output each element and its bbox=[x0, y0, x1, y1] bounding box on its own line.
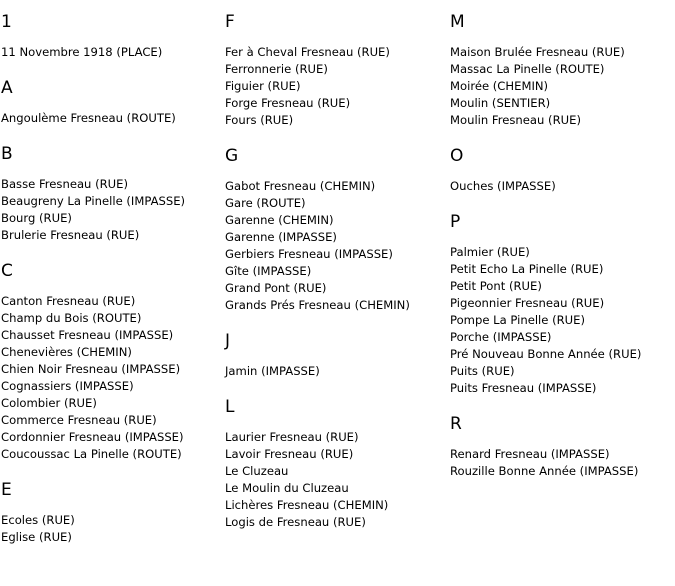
street-entry: Rouzille Bonne Année (IMPASSE) bbox=[450, 464, 639, 478]
street-entry: Pré Nouveau Bonne Année (RUE) bbox=[450, 347, 642, 361]
street-entry: Moulin (SENTIER) bbox=[450, 96, 551, 110]
letter-group bbox=[225, 146, 447, 314]
letter-group bbox=[1, 261, 223, 463]
letter-heading: P bbox=[450, 212, 461, 232]
letter-heading: M bbox=[450, 12, 465, 32]
letter-heading: J bbox=[225, 331, 231, 351]
street-entry: Ouches (IMPASSE) bbox=[450, 179, 556, 193]
street-entry: Champ du Bois (ROUTE) bbox=[1, 311, 142, 325]
street-entry: 11 Novembre 1918 (PLACE) bbox=[1, 45, 163, 59]
street-entry: Forge Fresneau (RUE) bbox=[225, 96, 351, 110]
street-entry: Fer à Cheval Fresneau (RUE) bbox=[225, 45, 390, 59]
street-entry: Gerbiers Fresneau (IMPASSE) bbox=[225, 247, 393, 261]
letter-heading: R bbox=[450, 414, 462, 434]
letter-group bbox=[1, 480, 223, 546]
street-entry: Chausset Fresneau (IMPASSE) bbox=[1, 328, 174, 342]
street-entry: Pompe La Pinelle (RUE) bbox=[450, 313, 586, 327]
street-entry: Petit Echo La Pinelle (RUE) bbox=[450, 262, 604, 276]
street-entry: Garenne (CHEMIN) bbox=[225, 213, 334, 227]
letter-heading: 1 bbox=[1, 12, 12, 32]
street-entry: Logis de Fresneau (RUE) bbox=[225, 515, 366, 529]
letter-heading: E bbox=[1, 480, 12, 500]
street-entry: Figuier (RUE) bbox=[225, 79, 301, 93]
street-entry: Canton Fresneau (RUE) bbox=[1, 294, 136, 308]
street-entry: Lavoir Fresneau (RUE) bbox=[225, 447, 354, 461]
street-entry: Lichères Fresneau (CHEMIN) bbox=[225, 498, 389, 512]
street-entry: Eglise (RUE) bbox=[1, 530, 72, 544]
street-entry: Cognassiers (IMPASSE) bbox=[1, 379, 134, 393]
street-entry: Grand Pont (RUE) bbox=[225, 281, 327, 295]
street-entry: Colombier (RUE) bbox=[1, 396, 97, 410]
street-index-column-1 bbox=[1, 12, 223, 563]
letter-group bbox=[1, 12, 223, 61]
street-entry: Petit Pont (RUE) bbox=[450, 279, 542, 293]
letter-heading: B bbox=[1, 144, 13, 164]
street-entry: Gare (ROUTE) bbox=[225, 196, 306, 210]
street-entry: Bourg (RUE) bbox=[1, 211, 72, 225]
letter-heading: C bbox=[1, 261, 13, 281]
street-entry: Le Cluzeau bbox=[225, 464, 289, 478]
letter-heading: L bbox=[225, 397, 235, 417]
street-entry: Ecoles (RUE) bbox=[1, 513, 75, 527]
street-entry: Moirée (CHEMIN) bbox=[450, 79, 549, 93]
letter-heading: O bbox=[450, 146, 464, 166]
street-entry: Jamin (IMPASSE) bbox=[225, 364, 320, 378]
street-entry: Beaugreny La Pinelle (IMPASSE) bbox=[1, 194, 186, 208]
street-entry: Angoulème Fresneau (ROUTE) bbox=[1, 111, 176, 125]
letter-group bbox=[1, 78, 223, 127]
street-entry: Ferronnerie (RUE) bbox=[225, 62, 328, 76]
street-entry: Commerce Fresneau (RUE) bbox=[1, 413, 157, 427]
letter-group bbox=[450, 414, 672, 480]
street-entry: Fours (RUE) bbox=[225, 113, 294, 127]
letter-group bbox=[450, 146, 672, 195]
street-entry: Renard Fresneau (IMPASSE) bbox=[450, 447, 610, 461]
letter-heading: F bbox=[225, 12, 235, 32]
street-entry: Chenevières (CHEMIN) bbox=[1, 345, 132, 359]
street-entry: Gabot Fresneau (CHEMIN) bbox=[225, 179, 376, 193]
letter-group bbox=[450, 212, 672, 397]
street-entry: Moulin Fresneau (RUE) bbox=[450, 113, 581, 127]
street-entry: Brulerie Fresneau (RUE) bbox=[1, 228, 140, 242]
letter-group bbox=[225, 12, 447, 129]
letter-group bbox=[225, 397, 447, 531]
street-entry: Laurier Fresneau (RUE) bbox=[225, 430, 359, 444]
street-entry: Basse Fresneau (RUE) bbox=[1, 177, 128, 191]
street-entry: Grands Prés Fresneau (CHEMIN) bbox=[225, 298, 410, 312]
street-entry: Gîte (IMPASSE) bbox=[225, 264, 312, 278]
street-index-column-3 bbox=[450, 12, 672, 497]
street-entry: Chien Noir Fresneau (IMPASSE) bbox=[1, 362, 181, 376]
street-entry: Garenne (IMPASSE) bbox=[225, 230, 337, 244]
letter-group bbox=[225, 331, 447, 380]
street-entry: Palmier (RUE) bbox=[450, 245, 530, 259]
street-entry: Pigeonnier Fresneau (RUE) bbox=[450, 296, 605, 310]
letter-heading: A bbox=[1, 78, 13, 98]
street-index-column-2 bbox=[225, 12, 447, 548]
street-entry: Massac La Pinelle (ROUTE) bbox=[450, 62, 605, 76]
street-entry: Le Moulin du Cluzeau bbox=[225, 481, 349, 495]
letter-heading: G bbox=[225, 146, 239, 166]
street-entry: Maison Brulée Fresneau (RUE) bbox=[450, 45, 625, 59]
street-entry: Cordonnier Fresneau (IMPASSE) bbox=[1, 430, 184, 444]
letter-group bbox=[450, 12, 672, 129]
street-entry: Puits Fresneau (IMPASSE) bbox=[450, 381, 597, 395]
street-entry: Puits (RUE) bbox=[450, 364, 515, 378]
street-entry: Porche (IMPASSE) bbox=[450, 330, 552, 344]
letter-group bbox=[1, 144, 223, 244]
street-entry: Coucoussac La Pinelle (ROUTE) bbox=[1, 447, 182, 461]
